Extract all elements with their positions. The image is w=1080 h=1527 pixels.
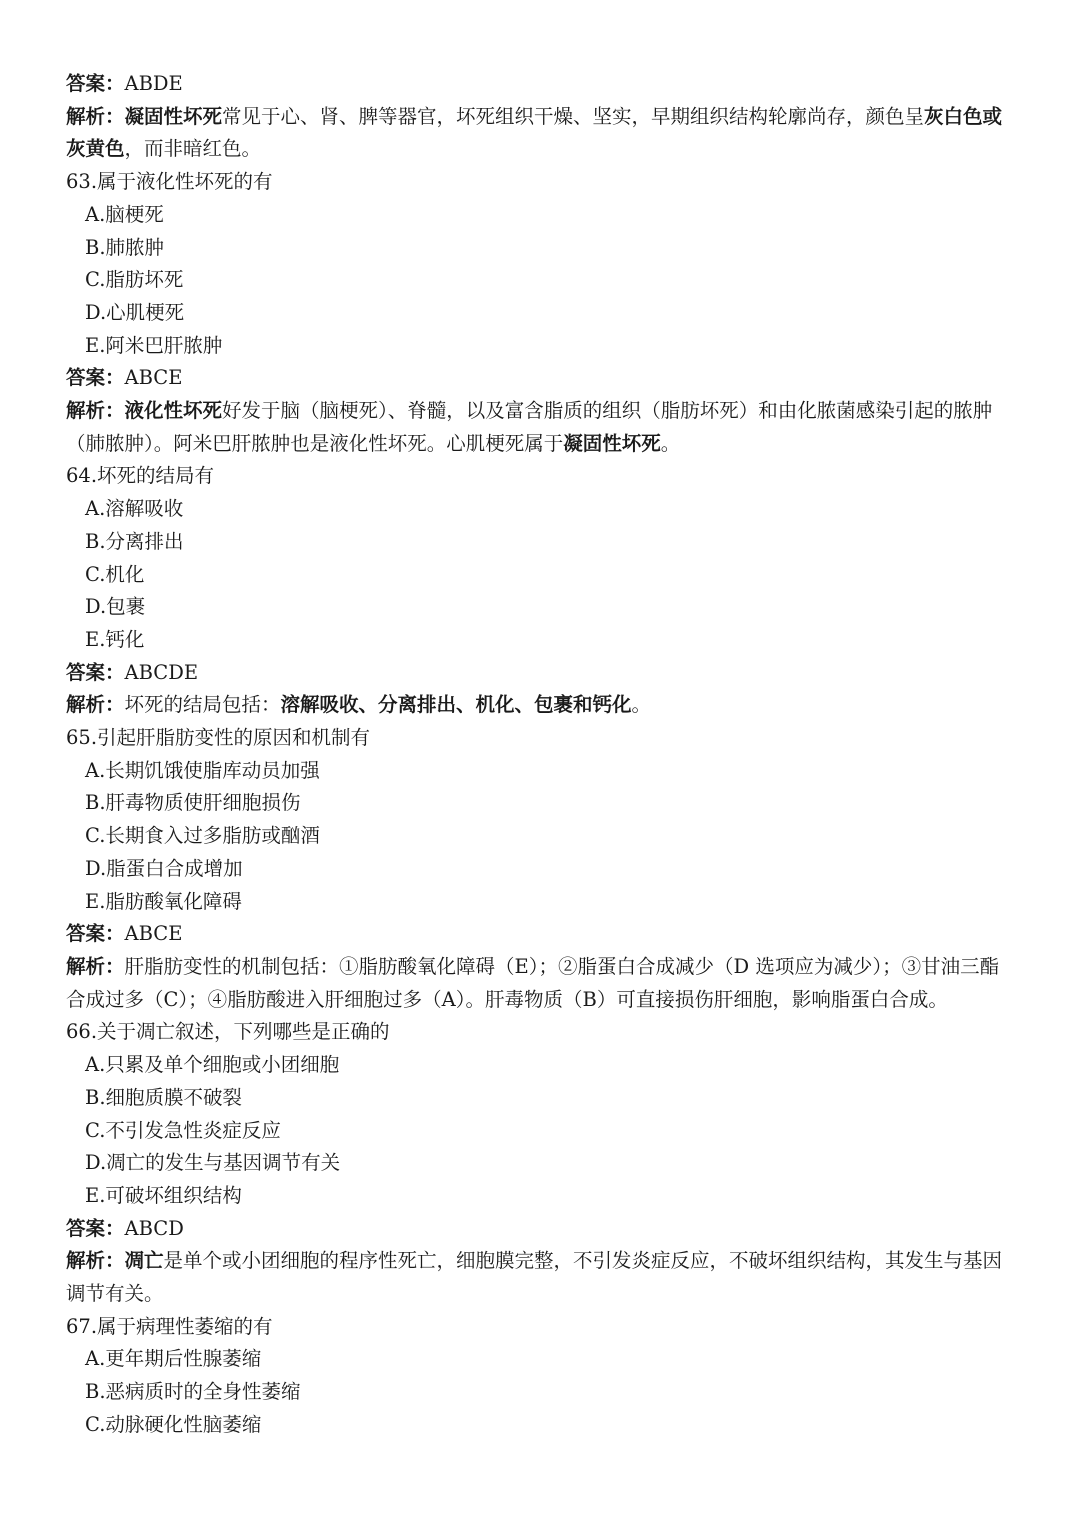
question-option: C.长期食入过多脂肪或酗酒 (85, 824, 320, 848)
question-option: C.脂肪坏死 (85, 268, 184, 292)
question-option: B.恶病质时的全身性萎缩 (85, 1380, 301, 1404)
question-option: C.机化 (85, 562, 145, 586)
analysis-text: 好发于脑（脑梗死）、脊髓，以及富含脂质的组织（脂肪坏死）和由化脓菌感染引起的脓肿（肺脓肿）。阿米巴肝脓肿也是液化性坏死。心肌梗死属于 (66, 399, 993, 455)
answer-value: ABCE (124, 366, 183, 390)
analysis-emphasis: 凝固性坏死 (124, 104, 223, 128)
answer-label: 答案： (66, 366, 125, 390)
analysis-label: 解析： (66, 399, 125, 423)
question-option: D.凋亡的发生与基因调节有关 (85, 1151, 341, 1175)
question-option: E.脂肪酸氧化障碍 (85, 889, 242, 913)
question-option: E.钙化 (85, 627, 145, 651)
answer-line (66, 68, 1016, 101)
analysis-emphasis: 液化性坏死 (124, 399, 223, 423)
analysis-paragraph (66, 689, 1016, 722)
answer-line (66, 918, 1016, 951)
document-content (66, 68, 1016, 1442)
answer-label: 答案： (66, 72, 125, 95)
analysis-text: ，而非暗红色。 (124, 137, 262, 161)
analysis-text: 坏死的结局包括： (124, 693, 281, 717)
analysis-text: 。 (631, 693, 652, 717)
analysis-paragraph (66, 101, 1016, 166)
question-option: D.心肌梗死 (85, 300, 185, 324)
analysis-emphasis: 溶解吸收、分离排出、机化、包裹和钙化 (280, 693, 632, 717)
analysis-text: 是单个或小团细胞的程序性死亡，细胞膜完整，不引发炎症反应，不破坏组织结构，其发生与基因调节有关。 (66, 1249, 1003, 1306)
answer-line (66, 362, 1016, 395)
analysis-text: 肝脂肪变性的机制包括：①脂肪酸氧化障碍（E）；②脂蛋白合成减少（D 选项应为减少）；③甘油三酯合成过多（C）；④脂肪酸进入肝细胞过多（A）。肝毒物质（B）可直接损伤肝细胞，影响脂蛋白合成。 (66, 954, 1000, 1011)
question-option: C.不引发急性炎症反应 (85, 1118, 281, 1142)
question-option: D.包裹 (85, 595, 146, 619)
analysis-emphasis: 灰白色或灰黄色 (66, 104, 1003, 161)
analysis-label: 解析： (66, 1249, 125, 1273)
answer-value: ABDE (124, 72, 183, 95)
question-stem: 63.属于液化性坏死的有 (66, 170, 273, 194)
question-option: A.脑梗死 (85, 202, 164, 226)
analysis-text: 常见于心、肾、脾等器官，坏死组织干燥、坚实，早期组织结构轮廓尚存，颜色呈 (222, 104, 925, 128)
answer-line (66, 1213, 1016, 1246)
question-stem: 67.属于病理性萎缩的有 (66, 1314, 273, 1338)
analysis-label: 解析： (66, 693, 125, 717)
question-option: A.长期饥饿使脂库动员加强 (85, 758, 320, 782)
question-option: B.分离排出 (85, 529, 184, 553)
question-option: D.脂蛋白合成增加 (85, 856, 243, 880)
question-option: C.动脉硬化性脑萎缩 (85, 1412, 262, 1436)
question-option: A.只累及单个细胞或小团细胞 (85, 1053, 340, 1077)
analysis-emphasis: 凝固性坏死 (563, 431, 661, 455)
answer-value: ABCD (124, 1216, 184, 1240)
analysis-text: 。 (660, 431, 681, 455)
answer-value: ABCDE (124, 660, 199, 684)
question-option: B.细胞质膜不破裂 (85, 1085, 243, 1109)
answer-label: 答案： (66, 922, 125, 946)
question-option: A.更年期后性腺萎缩 (85, 1347, 262, 1371)
question-option: B.肺脓肿 (85, 235, 165, 259)
analysis-label: 解析： (66, 104, 125, 128)
question-stem: 66.关于凋亡叙述，下列哪些是正确的 (66, 1020, 390, 1044)
answer-label: 答案： (66, 1216, 125, 1240)
analysis-paragraph (66, 1245, 1016, 1310)
analysis-paragraph (66, 395, 1016, 460)
analysis-label: 解析： (66, 954, 125, 978)
answer-line (66, 657, 1016, 690)
analysis-emphasis: 凋亡 (124, 1249, 164, 1273)
question-option: E.阿米巴肝脓肿 (85, 333, 223, 357)
question-option: A.溶解吸收 (85, 497, 184, 521)
question-stem: 65.引起肝脂肪变性的原因和机制有 (66, 726, 371, 750)
question-stem: 64.坏死的结局有 (66, 464, 215, 488)
answer-label: 答案： (66, 660, 125, 684)
question-option: E.可破坏组织结构 (85, 1183, 242, 1207)
analysis-paragraph (66, 951, 1016, 1016)
question-option: B.肝毒物质使肝细胞损伤 (85, 791, 301, 815)
answer-value: ABCE (124, 922, 183, 946)
